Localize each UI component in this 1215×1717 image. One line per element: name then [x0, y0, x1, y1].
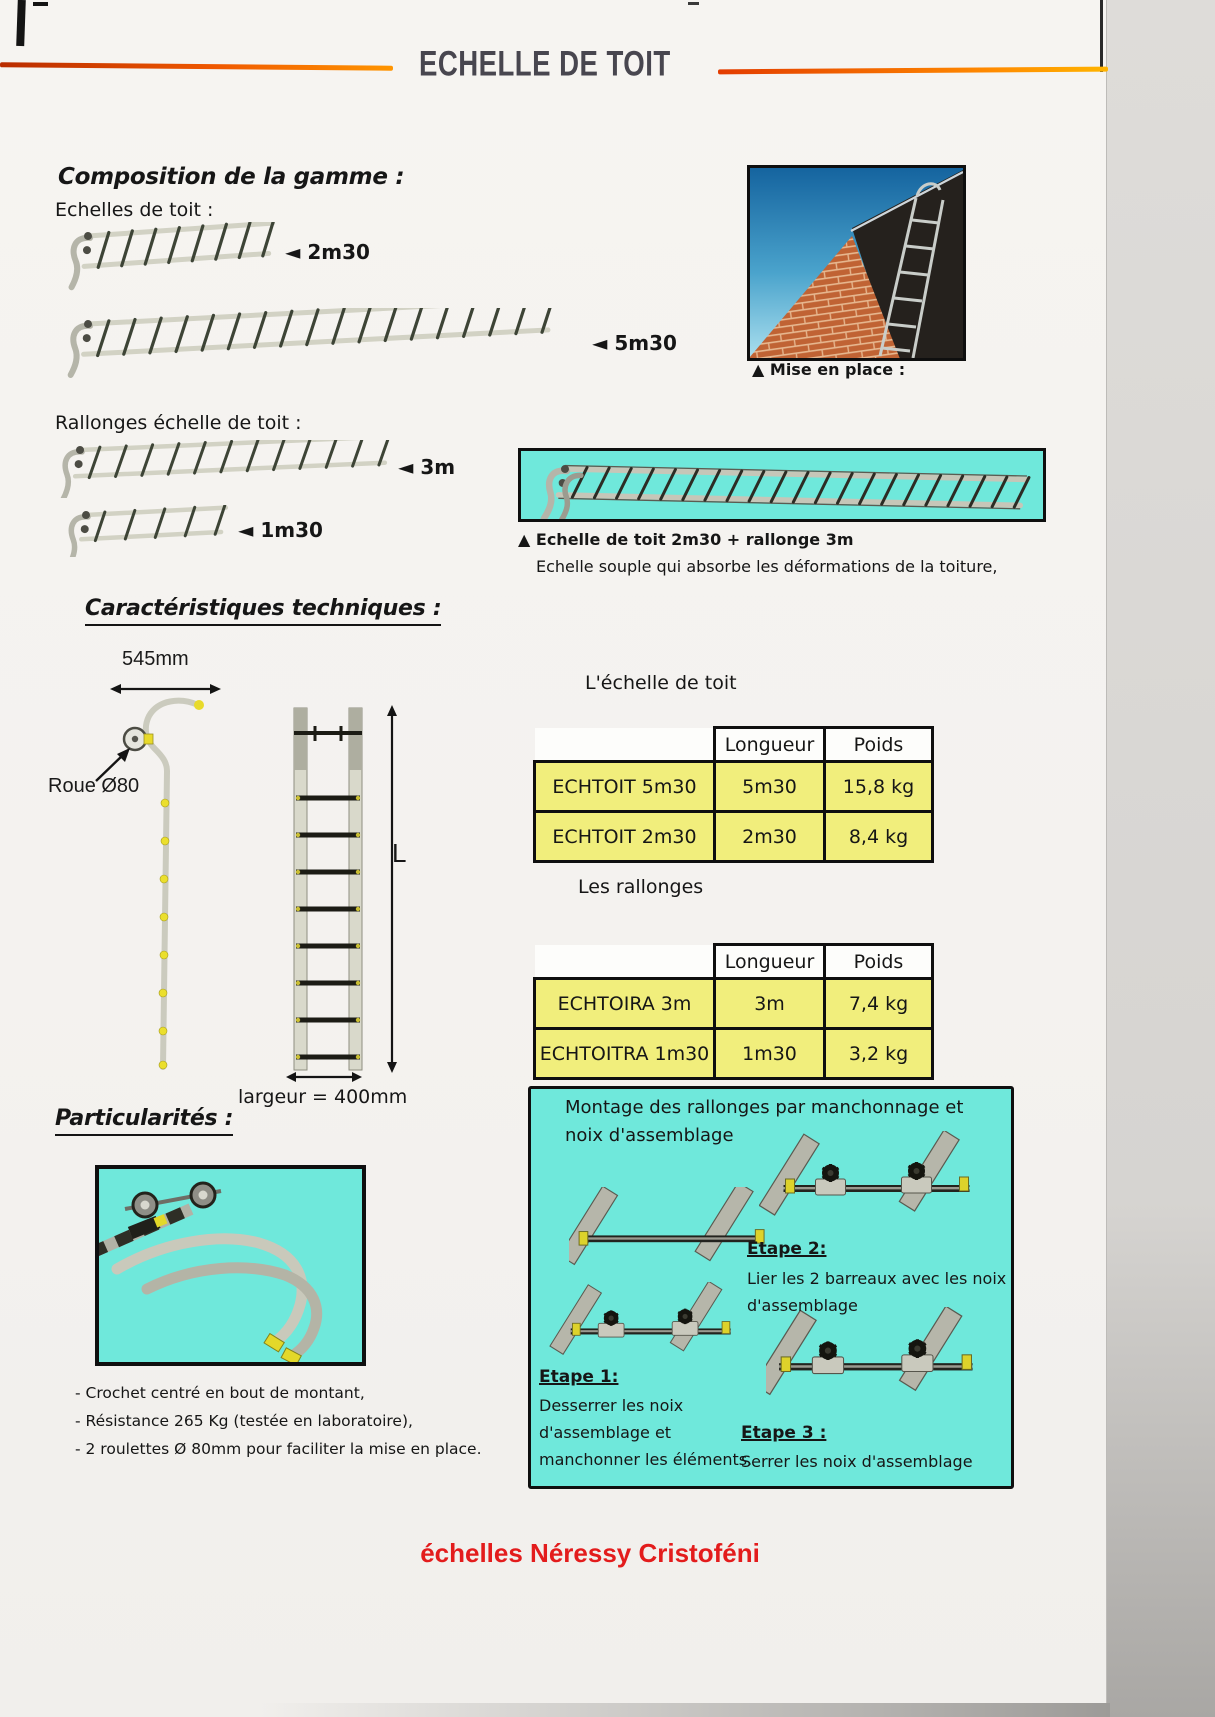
assembled-ladder-drawing	[521, 451, 1043, 519]
ladder-2m30-drawing	[58, 222, 288, 292]
pointer-left-icon: ◄	[592, 331, 608, 355]
echelle-spec-table	[533, 726, 934, 863]
etape1-title: Etape 1:	[539, 1367, 619, 1387]
technical-heading: Caractéristiques techniques :	[85, 596, 441, 626]
product-longueur: 1m30	[715, 1029, 825, 1079]
bullet-item: - Résistance 265 Kg (testée en laboratoire),	[75, 1412, 413, 1430]
echelles-subheading: Echelles de toit :	[55, 199, 214, 221]
etape3-illustration	[766, 1307, 996, 1411]
assembled-ladder-caption: ▲ Echelle de toit 2m30 + rallonge 3m	[518, 530, 854, 549]
column-header-poids: Poids	[825, 728, 933, 762]
photo-caption: ▲ Mise en place :	[752, 360, 906, 379]
montage-panel	[528, 1086, 1014, 1489]
pointer-left-icon: ◄	[285, 240, 301, 264]
pointer-left-icon: ◄	[238, 518, 254, 542]
rallonges-spec-table	[533, 943, 934, 1080]
product-poids: 15,8 kg	[825, 762, 933, 812]
montage-title-line1: Montage des rallonges par manchonnage et	[565, 1097, 964, 1118]
rallonges-subheading: Rallonges échelle de toit :	[55, 412, 302, 434]
ladder-1m30-label: ◄ 1m30	[238, 518, 323, 542]
product-longueur: 3m	[715, 979, 825, 1029]
bullet-item: - Crochet centré en bout de montant,	[75, 1384, 365, 1402]
table-row	[535, 762, 933, 812]
etape3-title: Etape 3 :	[741, 1423, 827, 1443]
scan-artifact	[33, 2, 48, 6]
width-400-arrow	[284, 1068, 364, 1086]
ladder-2m30-label: ◄ 2m30	[285, 240, 370, 264]
ladder-3m-drawing	[52, 440, 402, 498]
header-row	[535, 945, 933, 979]
table-row	[535, 1029, 933, 1079]
etape1-line: manchonner les éléments.	[539, 1450, 753, 1469]
pointer-left-icon: ◄	[398, 455, 414, 479]
length-arrow	[378, 703, 406, 1075]
hook-detail-photo	[95, 1165, 366, 1366]
decorative-rule-left	[0, 62, 393, 70]
echelle-table-title: L'échelle de toit	[585, 672, 737, 694]
product-poids: 7,4 kg	[825, 979, 933, 1029]
product-longueur: 2m30	[715, 812, 825, 862]
width-label: largeur = 400mm	[238, 1086, 408, 1108]
montage-title-line2: noix d'assemblage	[565, 1125, 734, 1146]
header-row	[535, 728, 933, 762]
table-row	[535, 979, 933, 1029]
ladder-front-view-drawing	[288, 703, 372, 1075]
product-ref: ECHTOIT 2m30	[535, 812, 715, 862]
scan-artifact	[1100, 0, 1103, 72]
roof-photo	[747, 165, 966, 361]
page-edge	[1106, 0, 1215, 1717]
product-ref: ECHTOIT 5m30	[535, 762, 715, 812]
page-title: ECHELLE DE TOIT	[418, 44, 671, 84]
column-header-longueur: Longueur	[715, 945, 825, 979]
etape1-illustration-plain	[569, 1187, 779, 1279]
ladder-5m30-drawing	[58, 308, 568, 382]
table-row	[535, 812, 933, 862]
etape1-line: Desserrer les noix	[539, 1396, 684, 1415]
ladder-5m30-label: ◄ 5m30	[592, 331, 677, 355]
etape1-line: d'assemblage et	[539, 1423, 672, 1442]
pointer-up-icon: ▲	[752, 360, 765, 379]
product-poids: 8,4 kg	[825, 812, 933, 862]
ladder-3m-label: ◄ 3m	[398, 455, 456, 479]
etape2-line: d'assemblage	[747, 1296, 858, 1315]
decorative-rule-right	[718, 67, 1108, 75]
scan-artifact	[688, 2, 699, 5]
composition-heading: Composition de la gamme :	[58, 164, 405, 190]
assembled-ladder-panel	[518, 448, 1046, 522]
product-ref: ECHTOIRA 3m	[535, 979, 715, 1029]
column-header-poids: Poids	[825, 945, 933, 979]
ladder-side-profile-drawing	[40, 695, 290, 1075]
etape1-illustration-noix	[545, 1282, 765, 1368]
page-edge-bottom	[260, 1703, 1110, 1717]
etape3-line: Serrer les noix d'assemblage	[741, 1452, 973, 1471]
rallonges-table-title: Les rallonges	[578, 876, 704, 898]
ladder-1m30-drawing	[60, 505, 260, 557]
pointer-up-icon: ▲	[518, 530, 531, 549]
column-header-longueur: Longueur	[715, 728, 825, 762]
product-ref: ECHTOITRA 1m30	[535, 1029, 715, 1079]
brand-footer: échelles Néressy Cristoféni	[420, 1538, 760, 1568]
scan-artifact	[16, 0, 26, 46]
etape2-title: Etape 2:	[747, 1239, 827, 1259]
product-longueur: 5m30	[715, 762, 825, 812]
product-poids: 3,2 kg	[825, 1029, 933, 1079]
assembled-ladder-note: Echelle souple qui absorbe les déformations de la toiture,	[536, 557, 998, 576]
length-label: L	[392, 838, 407, 868]
etape2-illustration	[759, 1131, 1004, 1231]
etape2-line: Lier les 2 barreaux avec les noix	[747, 1269, 1007, 1288]
bullet-item: - 2 roulettes Ø 80mm pour faciliter la mise en place.	[75, 1440, 482, 1458]
particularites-heading: Particularités :	[55, 1106, 233, 1136]
wheel-label: Roue Ø80	[48, 775, 140, 797]
top-width-dimension: 545mm	[122, 648, 189, 670]
